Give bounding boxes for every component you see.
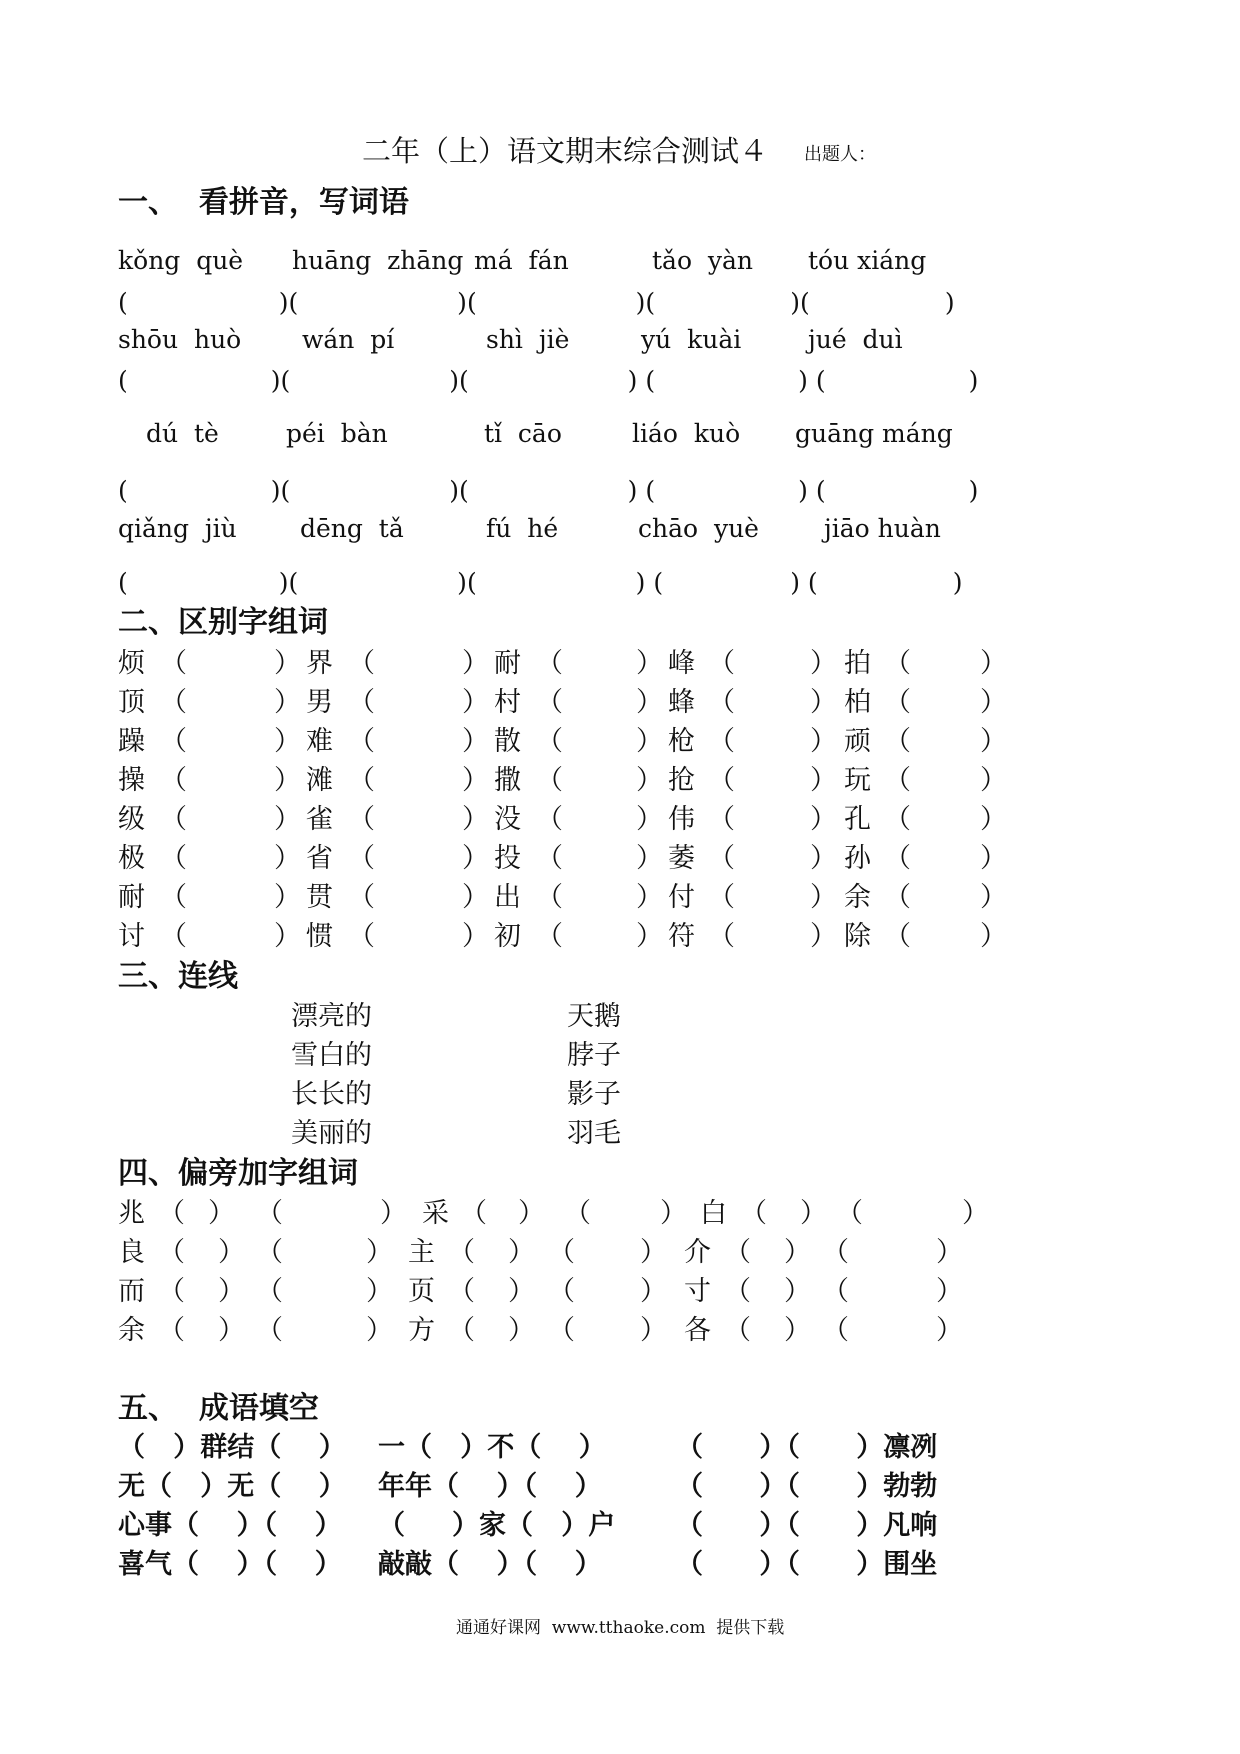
blank-open: （ <box>348 804 375 835</box>
blank-close: ） <box>810 726 837 757</box>
idiom-blank: （ ）家（ ）户 <box>378 1510 616 1541</box>
grid-character: 躁 <box>118 726 145 757</box>
blank-open: （ <box>708 843 735 874</box>
blank-close: ） <box>518 1198 545 1229</box>
radical-character: 页 <box>408 1276 435 1307</box>
radical-character: 兆 <box>118 1198 145 1229</box>
idiom-blank: 心事（ ）（ ） <box>118 1510 342 1541</box>
blank-open: （ <box>256 1276 283 1307</box>
blank-close: ） <box>640 1237 667 1268</box>
blank-open: （ <box>348 648 375 679</box>
blank-open: （ <box>256 1315 283 1346</box>
section-3-heading: 三、连线 <box>118 959 238 994</box>
blank-close: ） <box>810 921 837 952</box>
pinyin-word: huāng zhāng <box>292 246 464 275</box>
grid-character: 没 <box>494 804 521 835</box>
pinyin-word: guāng máng <box>795 419 953 448</box>
idiom-blank: 喜气（ ）（ ） <box>118 1549 342 1580</box>
idiom-blank: 一（ ）不（ ） <box>378 1432 606 1463</box>
pinyin-word: má fán <box>474 246 569 275</box>
idiom-blank: 无（ ）无（ ） <box>118 1471 346 1502</box>
blank-close: ） <box>810 882 837 913</box>
match-left-item: 雪白的 <box>291 1040 372 1071</box>
blank-close: ） <box>274 687 301 718</box>
grid-character: 顶 <box>118 687 145 718</box>
blank-close: ） <box>936 1315 963 1346</box>
pinyin-word: liáo kuò <box>632 419 741 448</box>
grid-character: 柏 <box>844 687 871 718</box>
blank-close: ） <box>636 882 663 913</box>
grid-character: 男 <box>306 687 333 718</box>
idiom-blank: （ ）群结（ ） <box>118 1432 346 1463</box>
grid-character: 顽 <box>844 726 871 757</box>
pinyin-word: dú tè <box>146 419 219 448</box>
blank-open: （ <box>884 921 911 952</box>
grid-character: 孔 <box>844 804 871 835</box>
blank-open: （ <box>536 882 563 913</box>
blank-open: （ <box>708 882 735 913</box>
blank-close: ） <box>274 726 301 757</box>
blank-close: ） <box>980 765 1007 796</box>
pinyin-word: fú hé <box>486 514 559 543</box>
page-title: 二年（上）语文期末综合测试４ <box>362 134 769 168</box>
blank-close: ） <box>462 843 489 874</box>
blank-close: ） <box>462 882 489 913</box>
grid-character: 符 <box>668 921 695 952</box>
blank-open: （ <box>536 687 563 718</box>
blank-open: （ <box>158 1237 185 1268</box>
blank-open: （ <box>724 1237 751 1268</box>
radical-character: 而 <box>118 1276 145 1307</box>
idiom-blank: 年年（ ）（ ） <box>378 1471 602 1502</box>
grid-character: 出 <box>494 882 521 913</box>
blank-close: ） <box>508 1315 535 1346</box>
grid-character: 玩 <box>844 765 871 796</box>
grid-character: 讨 <box>118 921 145 952</box>
blank-close: ） <box>784 1315 811 1346</box>
radical-character: 介 <box>684 1237 711 1268</box>
blank-open: （ <box>348 882 375 913</box>
blank-close: ） <box>462 804 489 835</box>
blank-open: （ <box>822 1315 849 1346</box>
idiom-blank: （ ）（ ）围坐 <box>676 1549 938 1580</box>
blank-close: ） <box>640 1315 667 1346</box>
blank-close: ） <box>462 765 489 796</box>
blank-close: ） <box>636 726 663 757</box>
blank-open: （ <box>548 1237 575 1268</box>
grid-character: 耐 <box>494 648 521 679</box>
blank-close: ） <box>936 1237 963 1268</box>
blank-open: （ <box>884 804 911 835</box>
grid-character: 惯 <box>306 921 333 952</box>
grid-character: 村 <box>494 687 521 718</box>
grid-character: 级 <box>118 804 145 835</box>
blank-close: ） <box>274 765 301 796</box>
pinyin-word: dēng tǎ <box>300 514 404 543</box>
blank-open: （ <box>536 921 563 952</box>
blank-close: ） <box>208 1198 235 1229</box>
section-2-heading: 二、区别字组词 <box>118 605 328 640</box>
idiom-blank: （ ）（ ）凡响 <box>676 1510 938 1541</box>
grid-character: 萎 <box>668 843 695 874</box>
blank-open: （ <box>160 843 187 874</box>
blank-open: （ <box>160 648 187 679</box>
blank-open: （ <box>884 726 911 757</box>
idiom-blank: 敲敲（ ）（ ） <box>378 1549 602 1580</box>
blank-open: （ <box>740 1198 767 1229</box>
blank-open: （ <box>536 726 563 757</box>
match-left-item: 长长的 <box>291 1079 372 1110</box>
blank-close: ） <box>274 648 301 679</box>
blank-close: ） <box>462 726 489 757</box>
grid-character: 难 <box>306 726 333 757</box>
blank-open: （ <box>822 1276 849 1307</box>
section-5-heading: 五、 成语填空 <box>118 1391 319 1426</box>
blank-close: ） <box>980 648 1007 679</box>
match-left-item: 美丽的 <box>291 1118 372 1149</box>
blank-close: ） <box>980 804 1007 835</box>
grid-character: 蜂 <box>668 687 695 718</box>
blank-close: ） <box>810 765 837 796</box>
blank-close: ） <box>810 648 837 679</box>
grid-character: 伟 <box>668 804 695 835</box>
idiom-blank: （ ）（ ）勃勃 <box>676 1471 938 1502</box>
grid-character: 枪 <box>668 726 695 757</box>
grid-character: 孙 <box>844 843 871 874</box>
blank-open: （ <box>724 1315 751 1346</box>
blank-open: （ <box>348 921 375 952</box>
blank-open: （ <box>160 882 187 913</box>
match-right-item: 脖子 <box>567 1040 621 1071</box>
blank-close: ） <box>462 921 489 952</box>
blank-close: ） <box>640 1276 667 1307</box>
blank-open: （ <box>884 843 911 874</box>
pinyin-word: shōu huò <box>118 325 242 354</box>
blank-open: （ <box>708 804 735 835</box>
blank-close: ） <box>380 1198 407 1229</box>
grid-character: 极 <box>118 843 145 874</box>
grid-character: 散 <box>494 726 521 757</box>
grid-character: 峰 <box>668 648 695 679</box>
grid-character: 抢 <box>668 765 695 796</box>
blank-open: （ <box>158 1315 185 1346</box>
blank-close: ） <box>366 1276 393 1307</box>
blank-close: ） <box>800 1198 827 1229</box>
blank-close: ） <box>784 1237 811 1268</box>
blank-close: ） <box>660 1198 687 1229</box>
grid-character: 付 <box>668 882 695 913</box>
blank-open: （ <box>708 687 735 718</box>
blank-open: （ <box>564 1198 591 1229</box>
blank-open: （ <box>256 1237 283 1268</box>
section-4-heading: 四、偏旁加字组词 <box>118 1156 358 1191</box>
grid-character: 耐 <box>118 882 145 913</box>
radical-character: 余 <box>118 1315 145 1346</box>
pinyin-word: jiāo huàn <box>824 514 941 543</box>
pinyin-word: jué duì <box>808 325 903 354</box>
blank-close: ） <box>366 1237 393 1268</box>
pinyin-word: chāo yuè <box>638 514 759 543</box>
blank-open: （ <box>548 1315 575 1346</box>
blank-close: ） <box>810 804 837 835</box>
grid-character: 撒 <box>494 765 521 796</box>
blank-open: （ <box>884 765 911 796</box>
blank-open: （ <box>536 804 563 835</box>
question-maker-label: 出题人： <box>804 144 876 165</box>
blank-open: （ <box>708 726 735 757</box>
pinyin-word: wán pí <box>302 325 395 354</box>
blank-close: ） <box>980 921 1007 952</box>
blank-open: （ <box>256 1198 283 1229</box>
blank-close: ） <box>508 1237 535 1268</box>
answer-blanks-row: ( )( )( ) ( ) ( ) <box>118 366 979 395</box>
blank-close: ） <box>274 882 301 913</box>
grid-character: 除 <box>844 921 871 952</box>
blank-close: ） <box>218 1276 245 1307</box>
blank-open: （ <box>348 687 375 718</box>
pinyin-word: tǐ cāo <box>484 419 562 448</box>
blank-open: （ <box>348 726 375 757</box>
pinyin-word: tǎo yàn <box>652 246 754 275</box>
blank-close: ） <box>218 1315 245 1346</box>
blank-open: （ <box>460 1198 487 1229</box>
blank-close: ） <box>980 843 1007 874</box>
match-left-item: 漂亮的 <box>291 1001 372 1032</box>
blank-close: ） <box>810 843 837 874</box>
blank-close: ） <box>980 882 1007 913</box>
match-right-item: 影子 <box>567 1079 621 1110</box>
pinyin-word: tóu xiáng <box>808 246 927 275</box>
radical-character: 白 <box>700 1198 727 1229</box>
section-1-heading: 一、 看拼音，写词语 <box>118 185 409 220</box>
blank-open: （ <box>724 1276 751 1307</box>
blank-open: （ <box>884 882 911 913</box>
blank-open: （ <box>708 648 735 679</box>
blank-open: （ <box>822 1237 849 1268</box>
blank-open: （ <box>536 765 563 796</box>
answer-blanks-row: ( )( )( )( )( ) <box>118 288 955 317</box>
blank-close: ） <box>636 687 663 718</box>
blank-open: （ <box>158 1276 185 1307</box>
radical-character: 各 <box>684 1315 711 1346</box>
blank-open: （ <box>160 765 187 796</box>
blank-open: （ <box>160 726 187 757</box>
blank-open: （ <box>884 648 911 679</box>
blank-close: ） <box>636 648 663 679</box>
answer-blanks-row: ( )( )( ) ( ) ( ) <box>118 476 979 505</box>
blank-open: （ <box>884 687 911 718</box>
blank-open: （ <box>536 843 563 874</box>
grid-character: 贯 <box>306 882 333 913</box>
pinyin-word: péi bàn <box>286 419 388 448</box>
blank-close: ） <box>936 1276 963 1307</box>
blank-close: ） <box>274 921 301 952</box>
blank-open: （ <box>536 648 563 679</box>
radical-character: 方 <box>408 1315 435 1346</box>
pinyin-word: yú kuài <box>641 325 742 354</box>
blank-close: ） <box>980 687 1007 718</box>
pinyin-word: kǒng què <box>118 246 244 275</box>
blank-close: ） <box>366 1315 393 1346</box>
blank-close: ） <box>274 804 301 835</box>
blank-open: （ <box>160 804 187 835</box>
blank-close: ） <box>274 843 301 874</box>
radical-character: 良 <box>118 1237 145 1268</box>
blank-close: ） <box>962 1198 989 1229</box>
blank-close: ） <box>980 726 1007 757</box>
blank-open: （ <box>160 687 187 718</box>
pinyin-word: qiǎng jiù <box>118 514 237 543</box>
grid-character: 操 <box>118 765 145 796</box>
blank-close: ） <box>810 687 837 718</box>
footer-credit: 通通好课网 www.tthaoke.com 提供下载 <box>456 1618 785 1638</box>
grid-character: 余 <box>844 882 871 913</box>
answer-blanks-row: ( )( )( ) ( ) ( ) <box>118 568 963 597</box>
radical-character: 采 <box>422 1198 449 1229</box>
blank-open: （ <box>348 843 375 874</box>
grid-character: 拍 <box>844 648 871 679</box>
grid-character: 初 <box>494 921 521 952</box>
blank-open: （ <box>836 1198 863 1229</box>
blank-open: （ <box>160 921 187 952</box>
blank-open: （ <box>448 1315 475 1346</box>
radical-character: 主 <box>408 1237 435 1268</box>
grid-character: 界 <box>306 648 333 679</box>
idiom-blank: （ ）（ ）凛冽 <box>676 1432 938 1463</box>
grid-character: 雀 <box>306 804 333 835</box>
blank-close: ） <box>462 648 489 679</box>
blank-open: （ <box>158 1198 185 1229</box>
blank-open: （ <box>548 1276 575 1307</box>
grid-character: 滩 <box>306 765 333 796</box>
blank-open: （ <box>708 921 735 952</box>
blank-close: ） <box>636 804 663 835</box>
blank-close: ） <box>636 843 663 874</box>
blank-close: ） <box>218 1237 245 1268</box>
blank-close: ） <box>462 687 489 718</box>
blank-open: （ <box>348 765 375 796</box>
match-right-item: 羽毛 <box>567 1118 621 1149</box>
blank-close: ） <box>636 921 663 952</box>
blank-close: ） <box>784 1276 811 1307</box>
blank-open: （ <box>448 1276 475 1307</box>
blank-open: （ <box>448 1237 475 1268</box>
blank-close: ） <box>508 1276 535 1307</box>
blank-open: （ <box>708 765 735 796</box>
match-right-item: 天鹅 <box>567 1001 621 1032</box>
grid-character: 烦 <box>118 648 145 679</box>
radical-character: 寸 <box>684 1276 711 1307</box>
blank-close: ） <box>636 765 663 796</box>
grid-character: 省 <box>306 843 333 874</box>
pinyin-word: shì jiè <box>486 325 570 354</box>
grid-character: 投 <box>494 843 521 874</box>
